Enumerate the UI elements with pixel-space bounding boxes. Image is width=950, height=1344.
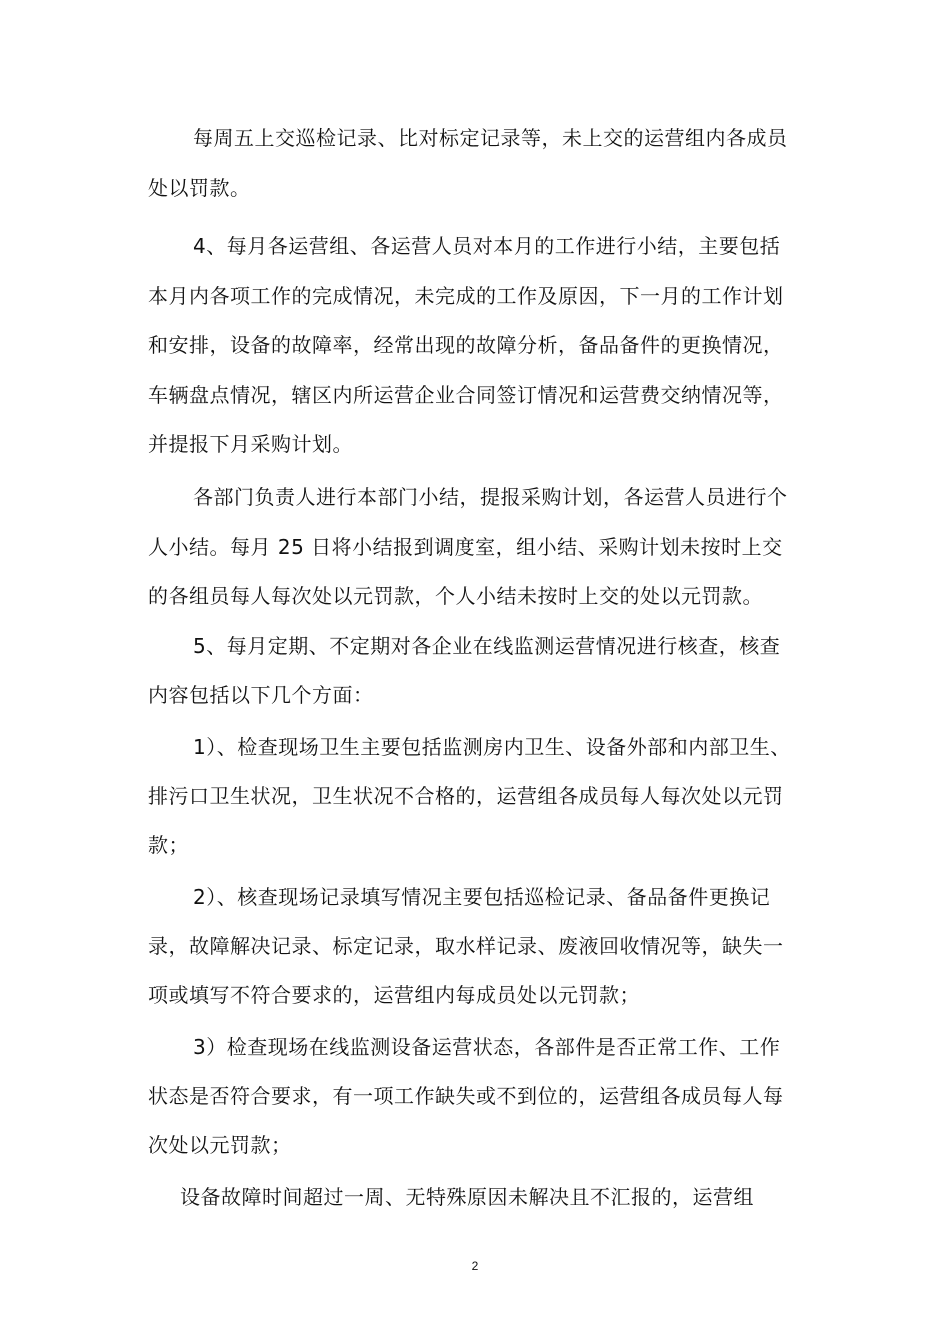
page-number: 2 [471, 1259, 479, 1273]
text-line: 的各组员每人每次处以元罚款，个人小结未按时上交的处以元罚款。 [148, 584, 763, 608]
text-line: 次处以元罚款； [148, 1133, 292, 1157]
text-line: 1）、检查现场卫生主要包括监测房内卫生、设备外部和内部卫生、 [193, 735, 791, 759]
text-line: 项或填写不符合要求的，运营组内每成员处以元罚款； [148, 983, 640, 1007]
text-line: 并提报下月采购计划。 [148, 432, 353, 456]
text-line: 车辆盘点情况，辖区内所运营企业合同签订情况和运营费交纳情况等， [148, 383, 784, 407]
text-line: 3）检查现场在线监测设备运营状态，各部件是否正常工作、工作 [193, 1035, 781, 1059]
text-line: 状态是否符合要求，有一项工作缺失或不到位的，运营组各成员每人每 [148, 1084, 784, 1108]
text-line: 4、每月各运营组、各运营人员对本月的工作进行小结，主要包括 [193, 234, 781, 258]
text-line: 内容包括以下几个方面： [148, 683, 374, 707]
text-line: 2）、核查现场记录填写情况主要包括巡检记录、备品备件更换记 [193, 885, 771, 909]
text-line: 排污口卫生状况，卫生状况不合格的，运营组各成员每人每次处以元罚 [148, 784, 784, 808]
text-line: 处以罚款。 [148, 176, 251, 200]
text-line: 本月内各项工作的完成情况，未完成的工作及原因，下一月的工作计划 [148, 284, 784, 308]
text-line: 录，故障解决记录、标定记录，取水样记录、废液回收情况等，缺失一 [148, 934, 784, 958]
text-line: 款； [148, 833, 189, 857]
text-line: 各部门负责人进行本部门小结，提报采购计划，各运营人员进行个 [193, 485, 788, 509]
text-line: 和安排，设备的故障率，经常出现的故障分析，备品备件的更换情况， [148, 333, 784, 357]
text-line: 5、每月定期、不定期对各企业在线监测运营情况进行核查，核查 [193, 634, 781, 658]
text-line: 设备故障时间超过一周、无特殊原因未解决且不汇报的，运营组 [180, 1185, 754, 1209]
text-line: 人小结。每月 25 日将小结报到调度室，组小结、采购计划未按时上交 [148, 535, 783, 559]
text-line: 每周五上交巡检记录、比对标定记录等，未上交的运营组内各成员 [193, 126, 788, 150]
